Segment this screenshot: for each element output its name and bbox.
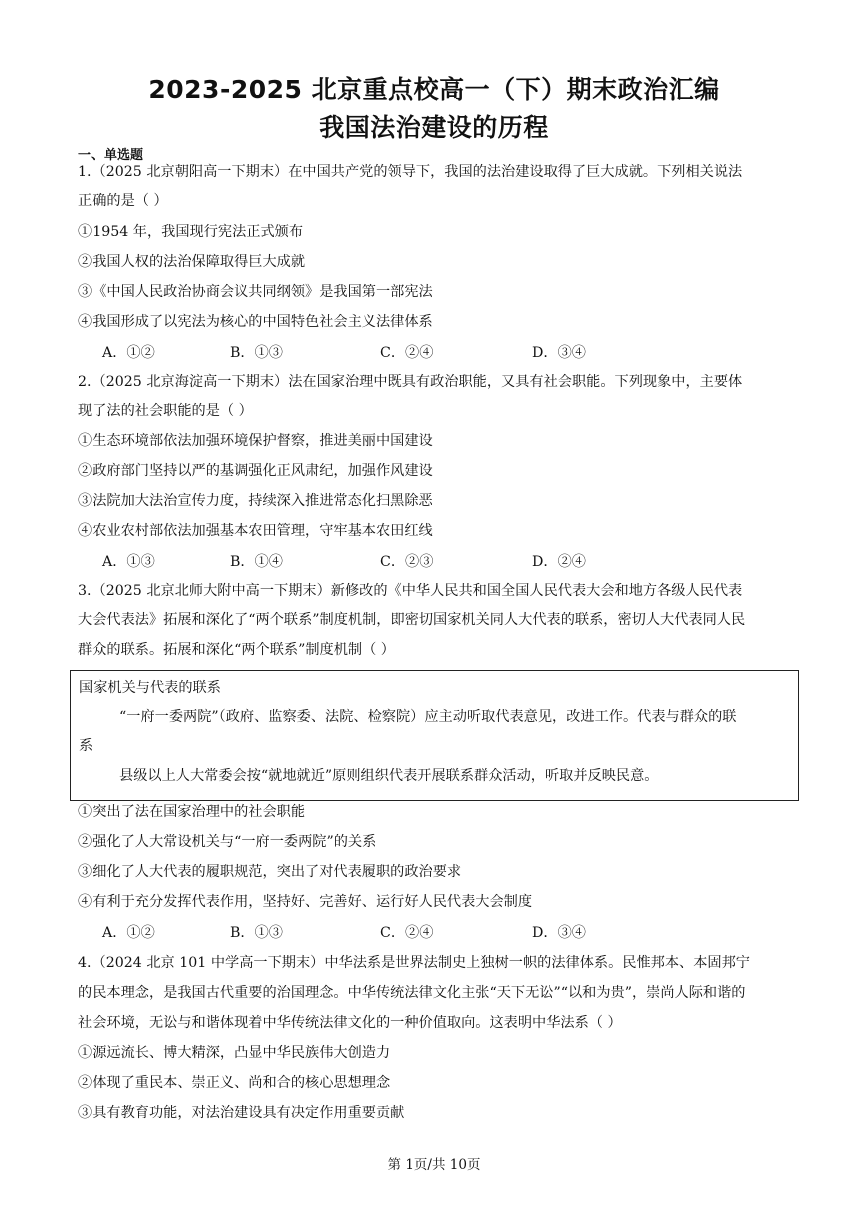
q2-option-b[interactable]: B．①④ [230, 554, 283, 570]
q3-item-3: ③细化了人大代表的履职规范，突出了对代表履职的政治要求 [78, 864, 462, 880]
q1-option-b[interactable]: B．①③ [230, 345, 283, 361]
q3-option-d[interactable]: D．③④ [532, 925, 586, 941]
q4-stem-line-1: 4.（2024 北京 101 中学高一下期末）中华法系是世界法制史上独树一帜的法律体系。民惟邦本、本固邦宁 [78, 955, 750, 971]
q1-stem-line-2: 正确的是（ ） [78, 193, 168, 209]
q2-item-3: ③法院加大法治宣传力度，持续深入推进常态化扫黑除恶 [78, 493, 433, 509]
material-box-line-3: 县级以上人大常委会按“就地就近”原则组织代表开展联系群众活动，听取并反映民意。 [119, 768, 659, 784]
q2-item-1: ①生态环境部依法加强环境保护督察，推进美丽中国建设 [78, 433, 433, 449]
q1-item-2: ②我国人权的法治保障取得巨大成就 [78, 254, 306, 270]
material-box [70, 670, 799, 801]
q1-item-4: ④我国形成了以宪法为核心的中国特色社会主义法律体系 [78, 314, 433, 330]
q2-stem-line-1: 2.（2025 北京海淀高一下期末）法在国家治理中既具有政治职能，又具有社会职能。下列现象中，主要体 [78, 374, 743, 390]
page-title: 2023-2025 北京重点校高一（下）期末政治汇编 [148, 75, 720, 104]
q3-option-c[interactable]: C．②④ [380, 925, 434, 941]
material-box-line-1: “一府一委两院”（政府、监察委、法院、检察院）应主动听取代表意见，改进工作。代表与群众的联 [119, 709, 737, 725]
q1-item-3: ③《中国人民政治协商会议共同纲领》是我国第一部宪法 [78, 284, 433, 300]
q1-option-c[interactable]: C．②④ [380, 345, 434, 361]
q1-option-a[interactable]: A．①② [102, 345, 155, 361]
q1-option-d[interactable]: D．③④ [532, 345, 586, 361]
material-box-line-2: 系 [79, 738, 94, 754]
q1-stem-line-1: 1.（2025 北京朝阳高一下期末）在中国共产党的领导下，我国的法治建设取得了巨大成就。下列相关说法 [78, 164, 743, 180]
q4-item-2: ②体现了重民本、崇正义、尚和合的核心思想理念 [78, 1075, 391, 1091]
q4-stem-line-3: 社会环境，无讼与和谐体现着中华传统法律文化的一种价值取向。这表明中华法系（ ） [78, 1015, 622, 1031]
q2-option-d[interactable]: D．②④ [532, 554, 586, 570]
q2-option-a[interactable]: A．①③ [102, 554, 155, 570]
q3-item-2: ②强化了人大常设机关与“一府一委两院”的关系 [78, 834, 377, 850]
q2-item-4: ④农业农村部依法加强基本农田管理，守牢基本农田红线 [78, 523, 433, 539]
q3-stem-line-2: 大会代表法》拓展和深化了“两个联系”制度机制，即密切国家机关同人大代表的联系，密切人大代表同人民 [78, 612, 746, 628]
page-footer: 第 1页/共 10页 [387, 1157, 481, 1173]
q3-item-4: ④有利于充分发挥代表作用，坚持好、完善好、运行好人民代表大会制度 [78, 894, 533, 910]
q4-item-1: ①源远流长、博大精深，凸显中华民族伟大创造力 [78, 1045, 391, 1061]
q3-stem-line-1: 3.（2025 北京北师大附中高一下期末）新修改的《中华人民共和国全国人民代表大会和地方各级人民代表 [78, 583, 743, 599]
q3-stem-line-3: 群众的联系。拓展和深化“两个联系”制度机制（ ） [78, 642, 395, 658]
section-heading: 一、单选题 [78, 148, 144, 163]
q2-option-c[interactable]: C．②③ [380, 554, 434, 570]
q3-option-b[interactable]: B．①③ [230, 925, 283, 941]
q2-stem-line-2: 现了法的社会职能的是（ ） [78, 403, 253, 419]
q1-item-1: ①1954 年，我国现行宪法正式颁布 [78, 224, 304, 240]
q3-item-1: ①突出了法在国家治理中的社会职能 [78, 804, 306, 820]
q4-item-3: ③具有教育功能，对法治建设具有决定作用重要贡献 [78, 1105, 405, 1121]
q3-option-a[interactable]: A．①② [102, 925, 155, 941]
q4-stem-line-2: 的民本理念，是我国古代重要的治国理念。中华传统法律文化主张“天下无讼”“以和为贵”，崇尚人际和谐的 [78, 985, 746, 1001]
material-box-heading: 国家机关与代表的联系 [79, 680, 221, 696]
page-subtitle: 我国法治建设的历程 [319, 113, 549, 142]
q2-item-2: ②政府部门坚持以严的基调强化正风肃纪，加强作风建设 [78, 463, 433, 479]
